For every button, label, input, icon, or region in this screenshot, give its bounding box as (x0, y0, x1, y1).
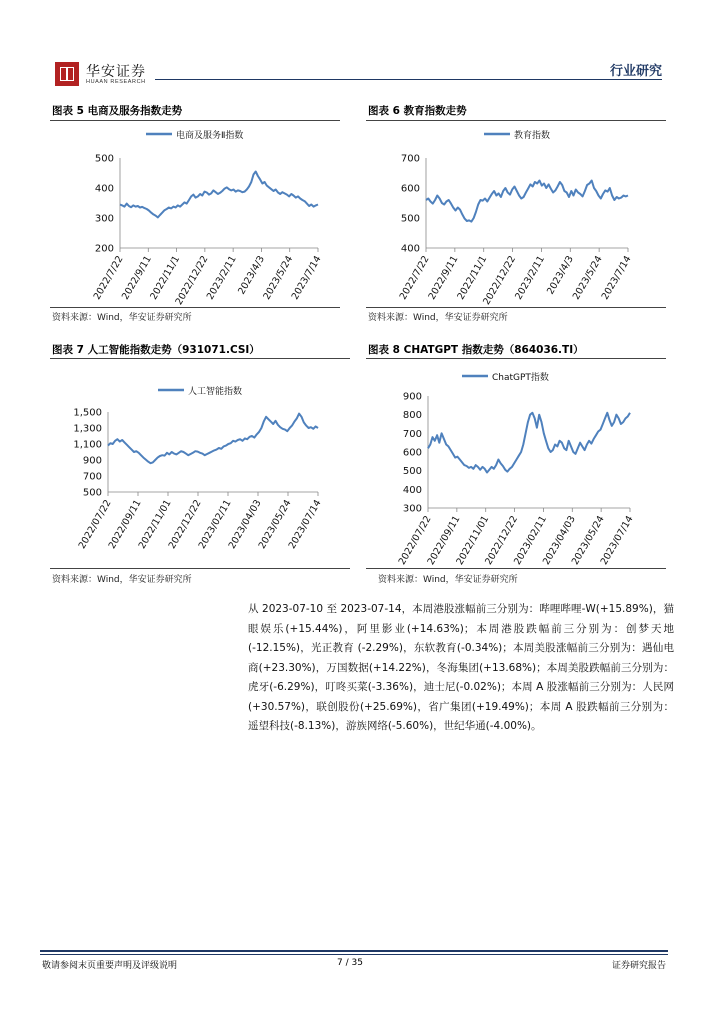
x-tick-label: 2023/07/14 (598, 514, 636, 567)
figure-6-bottom-rule (366, 307, 666, 308)
logo-subtext: HUAAN RESEARCH (86, 79, 146, 85)
y-tick-label: 600 (402, 447, 422, 459)
y-tick-label: 200 (94, 243, 114, 255)
legend-label: 人工智能指数 (188, 387, 243, 397)
footer-disclaimer: 敬请参阅末页重要声明及评级说明 (42, 961, 178, 971)
x-tick-label: 2023/07/14 (286, 498, 324, 551)
x-tick-label: 2022/7/22 (397, 254, 432, 302)
x-tick-label: 2023/02/11 (512, 514, 550, 567)
x-tick-label: 2023/04/03 (226, 498, 264, 551)
x-tick-label: 2022/11/1 (455, 254, 490, 302)
x-tick-label: 2023/02/11 (196, 498, 234, 551)
logo-text: 华安证券 (86, 64, 146, 80)
figure-7-bottom-rule (50, 568, 350, 569)
x-tick-label: 2023/2/11 (204, 254, 239, 302)
figure-8-rule (366, 358, 666, 359)
weekly-summary-paragraph: 从 2023-07-10 至 2023-07-14，本周港股涨幅前三分别为：哔哩哔哩-W(+15.89%)，猫眼娱乐(+15.44%)，阿里影业(+14.63%)；本周港股跌幅前三分别为：创梦天地(-12.15%)，光正教育 (-2.29%)，东软教育(-0.34%)；本周美股涨幅前三分别为：遇仙电商(+23.30%)，万国数据(+14.22%)，冬海集团(+13.68%)；本周美股跌幅前三分别为：虎牙(-6.29%)，叮咚买菜(-3.36%)，迪士尼(-0.02%)；本周 A 股涨幅前三分别为：人民网(+30.57%)，联创股份(+25.69%)，省广集团(+19.49%)；本周 A 股跌幅前三分别为：遥望科技(-8.13%)，游族网络(-5.60%)，世纪华通(-4.00%)。 (248, 603, 674, 732)
footer-divider-thin (40, 954, 668, 955)
x-tick-label: 2023/05/24 (569, 514, 607, 567)
y-tick-label: 300 (94, 213, 114, 225)
series-line (428, 413, 630, 473)
y-tick-label: 900 (82, 455, 102, 467)
figure-5-bottom-rule (50, 307, 340, 308)
x-tick-label: 2022/09/11 (106, 498, 144, 551)
footer-divider (40, 950, 668, 952)
y-tick-label: 500 (400, 213, 420, 225)
figure-8-chart (366, 360, 666, 568)
y-tick-label: 400 (402, 484, 422, 496)
y-tick-label: 900 (402, 391, 422, 403)
legend-label: 电商及服务Ⅱ指数 (176, 131, 244, 141)
series-line (426, 181, 628, 222)
figure-5-title: 图表 5 电商及服务指数走势 (52, 105, 183, 117)
figure-8-source: 资料来源：Wind，华安证券研究所 (378, 575, 518, 585)
figure-7-rule (50, 358, 350, 359)
figure-8-bottom-rule (366, 568, 666, 569)
y-tick-label: 300 (402, 503, 422, 515)
y-tick-label: 400 (400, 243, 420, 255)
x-tick-label: 2023/05/24 (256, 498, 294, 551)
x-tick-label: 2022/11/01 (454, 514, 492, 567)
figure-6-title: 图表 6 教育指数走势 (368, 105, 467, 117)
x-tick-label: 2023/04/03 (540, 514, 578, 567)
y-tick-label: 400 (94, 183, 114, 195)
figure-6-source: 资料来源：Wind，华安证券研究所 (368, 313, 508, 323)
x-tick-label: 2023/7/14 (599, 254, 634, 302)
figure-5-rule (50, 120, 340, 121)
x-tick-label: 2022/7/22 (91, 254, 126, 302)
page-number: 7 / 35 (337, 958, 363, 968)
x-tick-label: 2022/07/22 (396, 514, 434, 567)
x-tick-label: 2022/11/1 (148, 254, 183, 302)
y-tick-label: 500 (402, 466, 422, 478)
huaan-logo-icon (55, 62, 79, 86)
figure-5-chart (50, 122, 340, 307)
legend-label: 教育指数 (514, 131, 551, 141)
x-tick-label: 2022/07/22 (76, 498, 114, 551)
figure-6-chart (366, 122, 666, 307)
x-tick-label: 2023/5/24 (261, 254, 296, 302)
figure-6-rule (366, 120, 666, 121)
y-tick-label: 1,300 (73, 423, 102, 435)
x-tick-label: 2022/9/11 (426, 254, 461, 302)
x-tick-label: 2022/12/22 (166, 498, 204, 551)
legend-label: ChatGPT指数 (492, 373, 549, 383)
x-tick-label: 2023/2/11 (513, 254, 548, 302)
series-line (120, 172, 318, 218)
figure-7-title: 图表 7 人工智能指数走势（931071.CSI） (52, 344, 260, 356)
y-tick-label: 700 (402, 428, 422, 440)
x-tick-label: 2022/9/11 (119, 254, 154, 302)
x-tick-label: 2023/4/3 (236, 254, 268, 297)
section-label: 行业研究 (609, 64, 662, 79)
y-tick-label: 1,100 (73, 439, 102, 451)
x-tick-label: 2022/12/22 (481, 254, 519, 307)
figure-5-source: 资料来源：Wind，华安证券研究所 (52, 313, 192, 323)
x-tick-label: 2022/12/22 (483, 514, 521, 567)
footer-report-type: 证券研究报告 (611, 961, 666, 971)
y-tick-label: 700 (400, 153, 420, 165)
y-tick-label: 500 (82, 487, 102, 499)
y-tick-label: 600 (400, 183, 420, 195)
y-tick-label: 700 (82, 471, 102, 483)
x-tick-label: 2022/12/22 (173, 254, 211, 307)
x-tick-label: 2023/5/24 (570, 254, 605, 302)
header-divider (155, 79, 662, 80)
y-tick-label: 1,500 (73, 407, 102, 419)
x-tick-label: 2022/11/01 (136, 498, 174, 551)
x-tick-label: 2023/4/3 (545, 254, 576, 297)
x-tick-label: 2022/09/11 (425, 514, 463, 567)
y-tick-label: 800 (402, 410, 422, 422)
x-tick-label: 2023/7/14 (289, 254, 324, 302)
figure-7-chart (50, 360, 350, 568)
figure-8-title: 图表 8 CHATGPT 指数走势（864036.TI） (368, 344, 584, 356)
series-line (108, 414, 318, 464)
figure-7-source: 资料来源：Wind，华安证券研究所 (52, 575, 192, 585)
y-tick-label: 500 (94, 153, 114, 165)
